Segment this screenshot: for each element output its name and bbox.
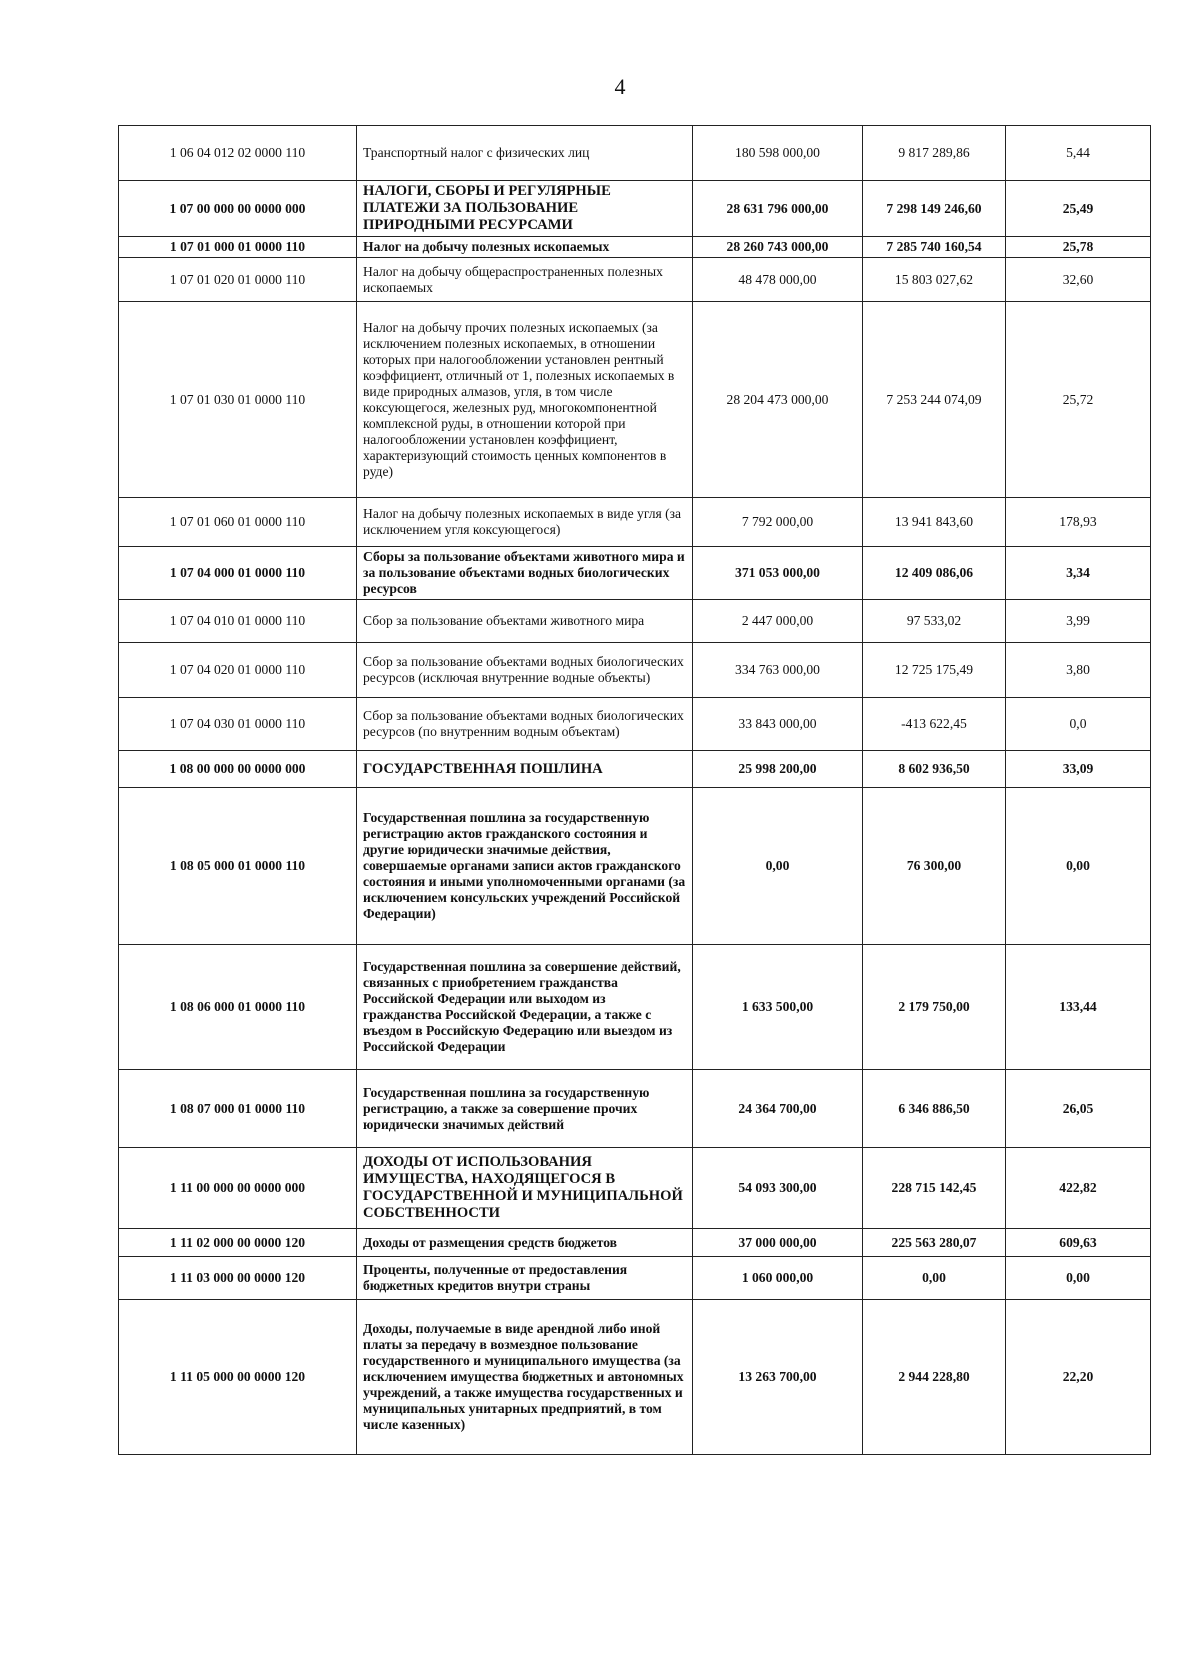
row-plan: 24 364 700,00 <box>693 1070 863 1148</box>
row-percent: 0,00 <box>1006 1257 1151 1300</box>
row-name: Налог на добычу прочих полезных ископаемых (за исключением полезных ископаемых, в отношении которых при налогообложении установлен рентный коэффициент, отличный от 1, полезных ископаемых в виде природных алмазов, угля, в том числе коксующегося, железных руд, многокомпонентной комплексной руды, в отношении которой при налогообложении установлен коэффициент, характеризующий стоимость ценных компонентов в руде) <box>357 302 693 498</box>
table-row <box>119 698 1151 751</box>
row-code: 1 07 04 000 01 0000 110 <box>119 547 357 600</box>
table-row <box>119 181 1151 237</box>
row-name: Доходы, получаемые в виде арендной либо иной платы за передачу в возмездное пользование государственного и муниципального имущества (за исключением имущества бюджетных и автономных учреждений, а также имущества государственных и муниципальных унитарных предприятий, в том числе казенных) <box>357 1300 693 1455</box>
row-plan: 28 204 473 000,00 <box>693 302 863 498</box>
row-plan: 28 631 796 000,00 <box>693 181 863 237</box>
row-code: 1 07 00 000 00 0000 000 <box>119 181 357 237</box>
row-fact: 2 179 750,00 <box>863 945 1006 1070</box>
table-row <box>119 126 1151 181</box>
row-code: 1 07 04 020 01 0000 110 <box>119 643 357 698</box>
row-name: НАЛОГИ, СБОРЫ И РЕГУЛЯРНЫЕ ПЛАТЕЖИ ЗА ПОЛЬЗОВАНИЕ ПРИРОДНЫМИ РЕСУРСАМИ <box>357 181 693 237</box>
row-plan: 28 260 743 000,00 <box>693 237 863 258</box>
budget-table <box>118 125 1151 1455</box>
row-fact: 228 715 142,45 <box>863 1148 1006 1229</box>
budget-table-body <box>119 126 1151 1455</box>
row-plan: 0,00 <box>693 788 863 945</box>
row-name: Налог на добычу полезных ископаемых <box>357 237 693 258</box>
row-code: 1 08 06 000 01 0000 110 <box>119 945 357 1070</box>
row-fact: 13 941 843,60 <box>863 498 1006 547</box>
row-percent: 5,44 <box>1006 126 1151 181</box>
row-fact: 7 253 244 074,09 <box>863 302 1006 498</box>
row-percent: 0,00 <box>1006 788 1151 945</box>
row-plan: 180 598 000,00 <box>693 126 863 181</box>
row-code: 1 11 02 000 00 0000 120 <box>119 1229 357 1257</box>
row-fact: 6 346 886,50 <box>863 1070 1006 1148</box>
row-percent: 0,0 <box>1006 698 1151 751</box>
row-plan: 371 053 000,00 <box>693 547 863 600</box>
table-row <box>119 945 1151 1070</box>
row-code: 1 11 00 000 00 0000 000 <box>119 1148 357 1229</box>
row-plan: 48 478 000,00 <box>693 258 863 302</box>
row-fact: 7 298 149 246,60 <box>863 181 1006 237</box>
row-name: Государственная пошлина за государственную регистрацию актов гражданского состояния и другие юридически значимые действия, совершаемые органами записи актов гражданского состояния и иными уполномоченными органами (за исключением консульских учреждений Российской Федерации) <box>357 788 693 945</box>
row-name: Сбор за пользование объектами животного мира <box>357 600 693 643</box>
row-name: Доходы от размещения средств бюджетов <box>357 1229 693 1257</box>
row-name: Сборы за пользование объектами животного мира и за пользование объектами водных биологических ресурсов <box>357 547 693 600</box>
table-row <box>119 258 1151 302</box>
row-percent: 26,05 <box>1006 1070 1151 1148</box>
row-percent: 3,99 <box>1006 600 1151 643</box>
row-percent: 422,82 <box>1006 1148 1151 1229</box>
row-code: 1 07 01 060 01 0000 110 <box>119 498 357 547</box>
row-name: Государственная пошлина за совершение действий, связанных с приобретением гражданства Российской Федерации или выходом из гражданства Российской Федерации, а также с въездом в Российскую Федерацию или выездом из Российской Федерации <box>357 945 693 1070</box>
row-fact: 0,00 <box>863 1257 1006 1300</box>
row-percent: 178,93 <box>1006 498 1151 547</box>
row-percent: 25,72 <box>1006 302 1151 498</box>
row-plan: 2 447 000,00 <box>693 600 863 643</box>
table-row <box>119 600 1151 643</box>
row-plan: 54 093 300,00 <box>693 1148 863 1229</box>
table-row <box>119 643 1151 698</box>
row-code: 1 08 07 000 01 0000 110 <box>119 1070 357 1148</box>
row-code: 1 07 04 030 01 0000 110 <box>119 698 357 751</box>
row-percent: 609,63 <box>1006 1229 1151 1257</box>
row-fact: 76 300,00 <box>863 788 1006 945</box>
row-fact: 12 409 086,06 <box>863 547 1006 600</box>
table-row <box>119 751 1151 788</box>
row-plan: 25 998 200,00 <box>693 751 863 788</box>
table-row <box>119 1070 1151 1148</box>
row-plan: 33 843 000,00 <box>693 698 863 751</box>
table-row <box>119 547 1151 600</box>
row-percent: 33,09 <box>1006 751 1151 788</box>
row-name: ДОХОДЫ ОТ ИСПОЛЬЗОВАНИЯ ИМУЩЕСТВА, НАХОДЯЩЕГОСЯ В ГОСУДАРСТВЕННОЙ И МУНИЦИПАЛЬНОЙ СОБСТВЕННОСТИ <box>357 1148 693 1229</box>
row-code: 1 06 04 012 02 0000 110 <box>119 126 357 181</box>
row-percent: 22,20 <box>1006 1300 1151 1455</box>
row-name: Сбор за пользование объектами водных биологических ресурсов (по внутренним водным объектам) <box>357 698 693 751</box>
row-fact: 7 285 740 160,54 <box>863 237 1006 258</box>
row-code: 1 07 04 010 01 0000 110 <box>119 600 357 643</box>
row-percent: 25,78 <box>1006 237 1151 258</box>
row-fact: 97 533,02 <box>863 600 1006 643</box>
table-row <box>119 1229 1151 1257</box>
row-name: Налог на добычу полезных ископаемых в виде угля (за исключением угля коксующегося) <box>357 498 693 547</box>
table-row <box>119 302 1151 498</box>
row-plan: 13 263 700,00 <box>693 1300 863 1455</box>
table-row <box>119 788 1151 945</box>
row-fact: 225 563 280,07 <box>863 1229 1006 1257</box>
row-percent: 32,60 <box>1006 258 1151 302</box>
row-code: 1 07 01 000 01 0000 110 <box>119 237 357 258</box>
table-row <box>119 1148 1151 1229</box>
table-row <box>119 498 1151 547</box>
table-row <box>119 1257 1151 1300</box>
row-name: Сбор за пользование объектами водных биологических ресурсов (исключая внутренние водные объекты) <box>357 643 693 698</box>
row-name: Государственная пошлина за государственную регистрацию, а также за совершение прочих юридически значимых действий <box>357 1070 693 1148</box>
row-name: Транспортный налог с физических лиц <box>357 126 693 181</box>
row-fact: 8 602 936,50 <box>863 751 1006 788</box>
row-fact: 15 803 027,62 <box>863 258 1006 302</box>
row-fact: 12 725 175,49 <box>863 643 1006 698</box>
row-percent: 133,44 <box>1006 945 1151 1070</box>
row-code: 1 08 00 000 00 0000 000 <box>119 751 357 788</box>
row-fact: 2 944 228,80 <box>863 1300 1006 1455</box>
row-plan: 1 633 500,00 <box>693 945 863 1070</box>
row-percent: 3,34 <box>1006 547 1151 600</box>
row-code: 1 07 01 030 01 0000 110 <box>119 302 357 498</box>
row-plan: 7 792 000,00 <box>693 498 863 547</box>
table-row <box>119 1300 1151 1455</box>
row-plan: 37 000 000,00 <box>693 1229 863 1257</box>
row-plan: 1 060 000,00 <box>693 1257 863 1300</box>
row-percent: 25,49 <box>1006 181 1151 237</box>
page-number: 4 <box>614 74 626 99</box>
row-code: 1 08 05 000 01 0000 110 <box>119 788 357 945</box>
row-plan: 334 763 000,00 <box>693 643 863 698</box>
row-code: 1 07 01 020 01 0000 110 <box>119 258 357 302</box>
row-code: 1 11 03 000 00 0000 120 <box>119 1257 357 1300</box>
row-fact: -413 622,45 <box>863 698 1006 751</box>
table-row <box>119 237 1151 258</box>
row-fact: 9 817 289,86 <box>863 126 1006 181</box>
row-name: Налог на добычу общераспространенных полезных ископаемых <box>357 258 693 302</box>
row-name: ГОСУДАРСТВЕННАЯ ПОШЛИНА <box>357 751 693 788</box>
row-name: Проценты, полученные от предоставления бюджетных кредитов внутри страны <box>357 1257 693 1300</box>
row-percent: 3,80 <box>1006 643 1151 698</box>
row-code: 1 11 05 000 00 0000 120 <box>119 1300 357 1455</box>
